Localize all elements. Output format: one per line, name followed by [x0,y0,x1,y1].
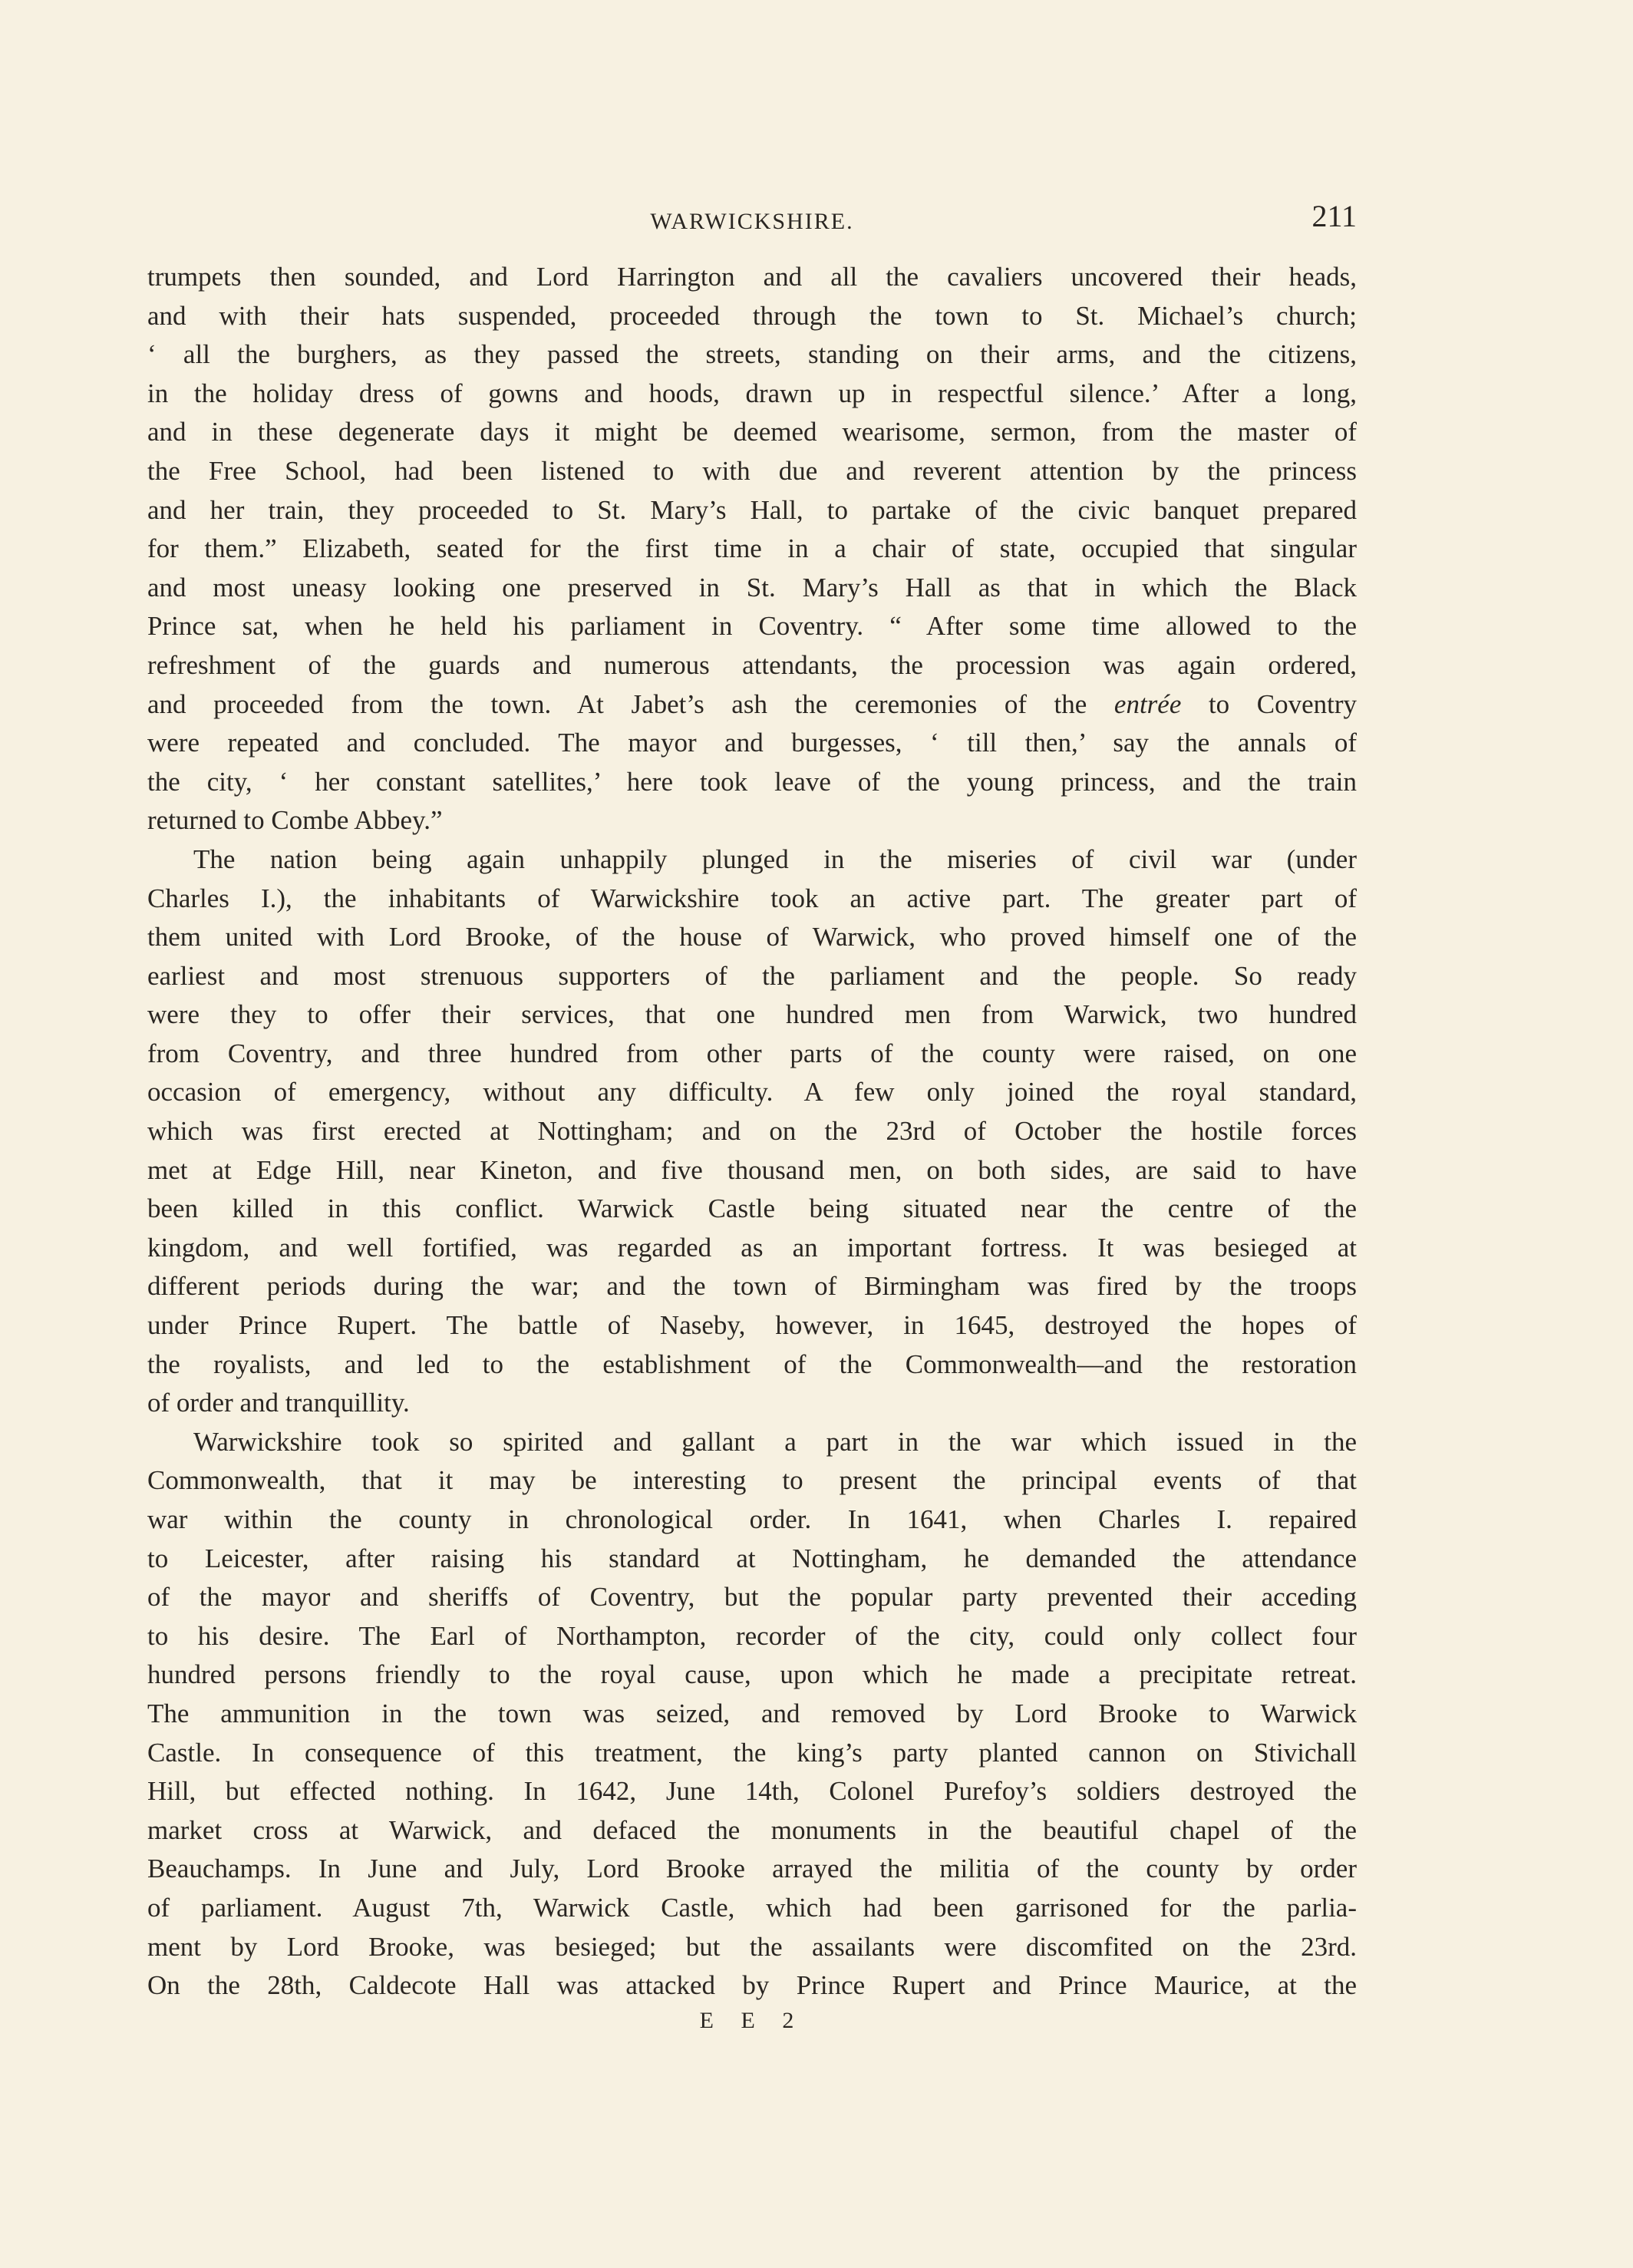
text-line: of parliament. August 7th, Warwick Castle, which had been garrisoned for the parlia- [147,1892,1357,1923]
text-line: the royalists, and led to the establishment of the Commonwealth—and the restoration [147,1349,1357,1379]
text-line: to his desire. The Earl of Northampton, recorder of the city, could only collect four [147,1620,1357,1651]
text-line: the Free School, had been listened to with due and reverent attention by the princess [147,455,1357,486]
text-line: The ammunition in the town was seized, and removed by Lord Brooke to Warwick [147,1698,1357,1728]
text-line: were they to offer their services, that one hundred men from Warwick, two hundred [147,999,1357,1030]
text-line: occasion of emergency, without any difficulty. A few only joined the royal standard, [147,1077,1357,1108]
text-line: refreshment of the guards and numerous attendants, the procession was again ordered, [147,649,1357,680]
text-line: of the mayor and sheriffs of Coventry, but the popular party prevented their acceding [147,1582,1357,1613]
text-line: trumpets then sounded, and Lord Harrington and all the cavaliers uncovered their heads, [147,262,1357,292]
text-line: under Prince Rupert. The battle of Naseby, however, in 1645, destroyed the hopes of [147,1310,1357,1341]
text-line: Hill, but effected nothing. In 1642, June 14th, Colonel Purefoy’s soldiers destroyed the [147,1776,1357,1807]
text-line: and proceeded from the town. At Jabet’s ash the ceremonies of the entrée to Coventry [147,688,1357,719]
text-line: market cross at Warwick, and defaced the monuments in the beautiful chapel of the [147,1814,1357,1845]
text-line: of order and tranquillity. [147,1388,410,1418]
text-line: and with their hats suspended, proceeded through the town to St. Michael’s church; [147,300,1357,331]
text-line: been killed in this conflict. Warwick Castle being situated near the centre of the [147,1193,1357,1224]
text-line: The nation being again unhappily plunged in the miseries of civil war (under [193,843,1357,874]
text-line: were repeated and concluded. The mayor and burgesses, ‘ till then,’ say the annals of [147,728,1357,758]
text-line: met at Edge Hill, near Kineton, and five thousand men, on both sides, are said to have [147,1154,1357,1185]
text-line: them united with Lord Brooke, of the house of Warwick, who proved himself one of the [147,922,1357,952]
text-line: in the holiday dress of gowns and hoods, drawn up in respectful silence.’ After a long, [147,378,1357,408]
text-line: different periods during the war; and the town of Birmingham was fired by the troops [147,1271,1357,1302]
text-line: Beauchamps. In June and July, Lord Brooke arrayed the militia of the county by order [147,1854,1357,1884]
text-line: Warwickshire took so spirited and gallant a part in the war which issued in the [193,1426,1357,1457]
page-number: 211 [1311,199,1357,233]
text-line: and her train, they proceeded to St. Mary’s Hall, to partake of the civic banquet prepared [147,494,1357,525]
text-line: the city, ‘ her constant satellites,’ here took leave of the young princess, and the train [147,766,1357,797]
text-line: Prince sat, when he held his parliament in Coventry. “ After some time allowed to the [147,611,1357,642]
running-head [147,198,1357,236]
signature-mark: E E 2 [699,2008,805,2033]
text-line: war within the county in chronological order. In 1641, when Charles I. repaired [147,1504,1357,1534]
text-line: Commonwealth, that it may be interesting to present the principal events of that [147,1465,1357,1496]
text-line: On the 28th, Caldecote Hall was attacked by Prince Rupert and Prince Maurice, at the [147,1970,1357,2001]
text-line: Castle. In consequence of this treatment, the king’s party planted cannon on Stivichall [147,1737,1357,1768]
italic-word: entrée [1113,688,1182,719]
text-line: earliest and most strenuous supporters of the parliament and the people. So ready [147,960,1357,991]
text-line: returned to Combe Abbey.” [147,805,443,836]
text-line: ‘ all the burghers, as they passed the streets, standing on their arms, and the citizens, [147,339,1357,370]
text-line: to Leicester, after raising his standard at Nottingham, he demanded the attendance [147,1543,1357,1573]
body-text [147,258,1357,2006]
text-line: Charles I.), the inhabitants of Warwickshire took an active part. The greater part of [147,883,1357,913]
running-title: WARWICKSHIRE. [650,209,854,234]
text-line: and in these degenerate days it might be deemed wearisome, sermon, from the master of [147,417,1357,447]
text-line: and most uneasy looking one preserved in St. Mary’s Hall as that in which the Black [147,572,1357,602]
text-line: hundred persons friendly to the royal cause, upon which he made a precipitate retreat. [147,1659,1357,1690]
text-line: ment by Lord Brooke, was besieged; but the assailants were discomfited on the 23rd. [147,1931,1357,1962]
text-line: from Coventry, and three hundred from other parts of the county were raised, on one [147,1038,1357,1068]
text-line: which was first erected at Nottingham; and on the 23rd of October the hostile forces [147,1116,1357,1147]
text-line: kingdom, and well fortified, was regarded as an important fortress. It was besieged at [147,1232,1357,1263]
text-line: for them.” Elizabeth, seated for the first time in a chair of state, occupied that singular [147,533,1357,564]
